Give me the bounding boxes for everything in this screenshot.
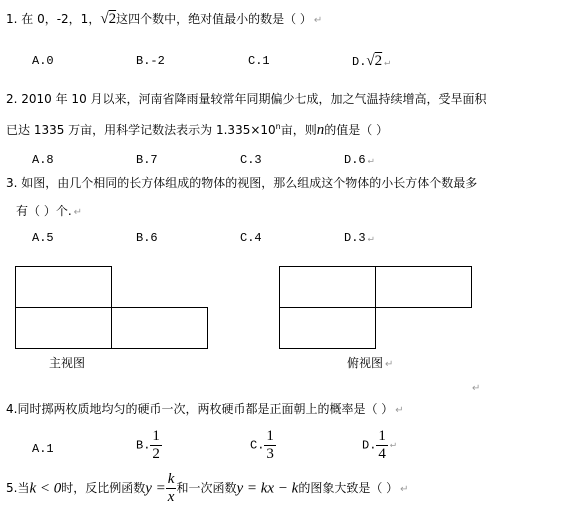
q5-condition: k < 0 [29, 480, 62, 497]
q5-fraction: $\frac{k}{x}$ [167, 471, 175, 505]
q2-option-c: C.3 [240, 153, 262, 167]
q2-option-a: A.8 [32, 153, 54, 167]
q4-option-b-fraction: $\frac{1}{2}$ [152, 428, 160, 462]
front-view-figure [16, 267, 208, 349]
q1-radical: √2 [100, 11, 117, 27]
q3-option-a: A.5 [32, 231, 54, 245]
q1-text-start: 1. 在 0，-2，1， [6, 12, 101, 26]
q2-option-d: D.6 ↵ [344, 153, 374, 167]
question-2-line-1: 2. 2010 年 10 月以来，河南省降雨量较常年同期偏少七成，加之气温持续增高，受旱面积 [6, 92, 487, 106]
return-mark: ↵ [472, 383, 481, 394]
front-view-label: 主视图 [49, 356, 86, 370]
q4-option-a: A.1 [32, 442, 54, 456]
question-4: 4.同时掷两枚质地均匀的硬币一次，两枚硬币都是正面朝上的概率是（ ） ↵ [6, 402, 404, 416]
q1-option-b: B.-2 [136, 54, 165, 68]
question-3-line-2: 有（ ）个. ↵ [16, 204, 83, 218]
q4-option-d-fraction: $\frac{1}{4}$ [378, 428, 386, 462]
q3-option-b: B.6 [136, 231, 158, 245]
return-mark: ↵ [313, 15, 323, 26]
q4-option-b: B. $\frac{1}{2}$ [136, 428, 160, 462]
q1-text-end: 这四个数中，绝对值最小的数是（ ） [116, 12, 312, 26]
q2-option-b: B.7 [136, 153, 158, 167]
q4-option-c-fraction: $\frac{1}{3}$ [266, 428, 274, 462]
q4-option-c: C. $\frac{1}{3}$ [250, 428, 274, 462]
q4-option-d: D. $\frac{1}{4}$ ↵ [362, 428, 396, 462]
top-view-figure [280, 267, 472, 349]
q1-option-d-radical: √2 [366, 53, 383, 69]
q1-option-a: A.0 [32, 54, 54, 68]
q5-linear-function: y = kx − k [236, 480, 299, 497]
top-view-label: 俯视图 ↵ [347, 356, 394, 370]
question-3-line-1: 3. 如图，由几个相同的长方体组成的物体的视图，那么组成这个物体的小长方体个数最多 [6, 176, 478, 190]
question-2-line-2: 已达 1335 万亩，用科学记数法表示为 $1.335\times 10^n$亩，则n的值是（ ） [6, 122, 389, 138]
q1-option-d: D.√2 ↵ [352, 53, 391, 69]
q3-option-d: D.3 ↵ [344, 231, 374, 245]
question-5: 5.当k < 0时，反比例函数y = $\frac{k}{x}$ 和一次函数y = kx − k的图象大致是（ ） ↵ [6, 471, 409, 505]
q3-option-c: C.4 [240, 231, 262, 245]
q1-option-c: C.1 [248, 54, 270, 68]
